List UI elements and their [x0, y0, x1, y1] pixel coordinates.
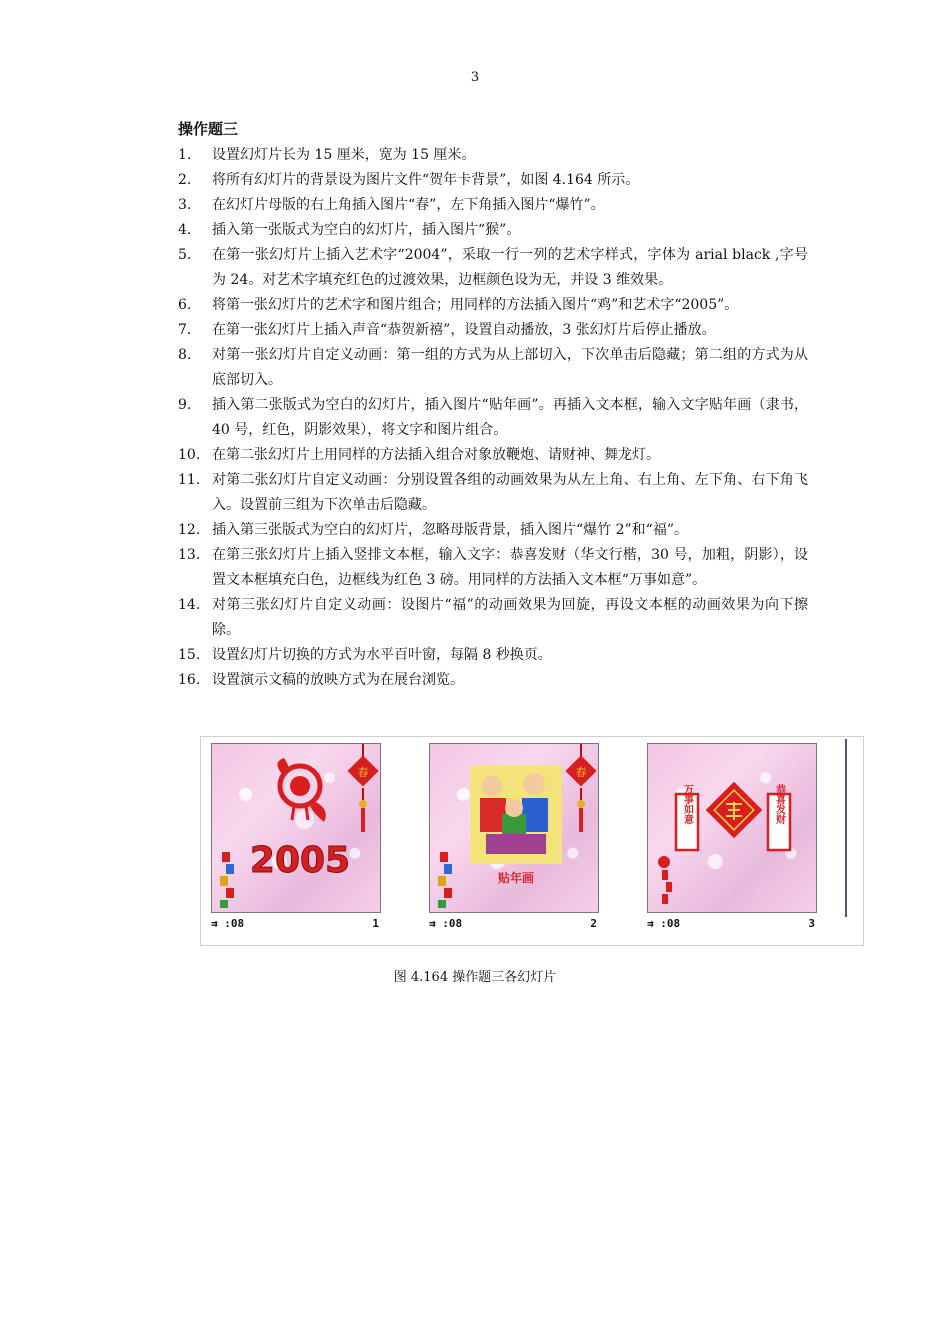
item-number: 12.	[178, 522, 201, 538]
timing-value: :08	[224, 917, 245, 930]
list-item	[178, 468, 808, 518]
list-item	[178, 193, 808, 218]
figure-caption: 图 4.164 操作题三各幻灯片	[393, 970, 557, 985]
list-item	[178, 343, 808, 393]
item-text: 在第一张幻灯片上插入声音“恭贺新禧”，设置自动播放，3 张幻灯片后停止播放。	[212, 322, 716, 338]
item-text: 设置演示文稿的放映方式为在展台浏览。	[212, 672, 464, 688]
item-text: 插入第三张版式为空白的幻灯片，忽略母版背景，插入图片“爆竹 2”和“福”。	[212, 522, 688, 538]
list-item	[178, 518, 808, 543]
list-item	[178, 243, 808, 293]
slide-number: 1	[372, 917, 379, 930]
instruction-list	[178, 143, 808, 693]
page-number: 3	[470, 70, 480, 85]
item-text: 对第三张幻灯片自定义动画：设图片“福”的动画效果为回旋，再设文本框的动画效果为向下擦除。	[212, 597, 808, 638]
slide-2-art	[430, 744, 599, 913]
gongxi-facai-text: 恭喜发财	[773, 784, 785, 824]
item-text: 插入第一张版式为空白的幻灯片，插入图片“猴”。	[212, 222, 521, 238]
list-item	[178, 318, 808, 343]
slide-footer-3	[647, 917, 817, 933]
slide-footer-1	[211, 917, 381, 933]
item-number: 4.	[178, 222, 192, 238]
new-year-painting-icon	[470, 766, 562, 864]
item-text: 插入第二张版式为空白的幻灯片，插入图片“贴年画”。再插入文本框，输入文字贴年画（隶书，40 号，红色，阴影效果），将文字和图片组合。	[212, 397, 808, 438]
item-number: 14.	[178, 597, 201, 613]
spring-ornament-icon	[565, 744, 596, 832]
item-number: 2.	[178, 172, 192, 188]
item-number: 13.	[178, 547, 201, 563]
list-item	[178, 143, 808, 168]
wanshi-ruyi-text: 万事如意	[681, 784, 693, 824]
item-text: 对第一张幻灯片自定义动画：第一组的方式为从上部切入，下次单击后隐藏；第二组的方式为从底部切入。	[212, 347, 808, 388]
list-item	[178, 218, 808, 243]
item-number: 15.	[178, 647, 201, 663]
item-number: 16.	[178, 672, 201, 688]
list-item	[178, 393, 808, 443]
item-text: 将第一张幻灯片的艺术字和图片组合；用同样的方法插入图片“鸡”和艺术字“2005”。	[212, 297, 739, 313]
item-number: 5.	[178, 247, 192, 263]
list-item	[178, 168, 808, 193]
item-number: 10.	[178, 447, 201, 463]
firecracker-icon	[658, 856, 672, 904]
fu-diamond-icon	[706, 782, 763, 839]
slide-thumbnail-2[interactable]	[429, 743, 599, 913]
list-item	[178, 593, 808, 643]
slide-sorter-figure	[200, 736, 864, 946]
item-text: 对第二张幻灯片自定义动画：分别设置各组的动画效果为从左上角、右上角、左下角、右下角飞入。设置前三组为下次单击后隐藏。	[212, 472, 808, 513]
list-item	[178, 293, 808, 318]
spring-ornament-icon	[347, 744, 378, 832]
item-text: 在第二张幻灯片上用同样的方法插入组合对象放鞭炮、请财神、舞龙灯。	[212, 447, 660, 463]
transition-timing: ⇉ :08	[211, 917, 245, 930]
list-item	[178, 668, 808, 693]
list-item	[178, 643, 808, 668]
rooster-papercut-icon	[277, 758, 325, 822]
firecracker-icon	[438, 852, 452, 908]
spring-char: 春	[357, 766, 369, 779]
slide-number: 2	[590, 917, 597, 930]
right-scroll-textbox	[768, 783, 790, 850]
item-text: 在幻灯片母版的右上角插入图片“春”，左下角插入图片“爆竹”。	[212, 197, 605, 213]
spring-char: 春	[575, 766, 587, 779]
left-scroll-textbox	[676, 784, 698, 850]
timing-value: :08	[660, 917, 681, 930]
timing-value: :08	[442, 917, 463, 930]
item-text: 将所有幻灯片的背景设为图片文件“贺年卡背景”，如图 4.164 所示。	[212, 172, 640, 188]
item-text: 设置幻灯片长为 15 厘米，宽为 15 厘米。	[212, 147, 476, 163]
item-text: 设置幻灯片切换的方式为水平百叶窗，每隔 8 秒换页。	[212, 647, 552, 663]
art-text-2005: 2005	[249, 840, 351, 881]
slide-3-art	[648, 744, 817, 913]
transition-timing: ⇉ :08	[429, 917, 463, 930]
item-number: 9.	[178, 397, 192, 413]
firecracker-icon	[220, 852, 234, 908]
sorter-scroll-edge	[845, 739, 847, 917]
item-number: 8.	[178, 347, 192, 363]
list-item	[178, 543, 808, 593]
item-number: 1.	[178, 147, 192, 163]
item-text: 在第三张幻灯片上插入竖排文本框，输入文字：恭喜发财（华文行楷，30 号，加粗，阴影），设置文本框填充白色，边框线为红色 3 磅。用同样的方法插入文本框“万事如意”。	[212, 547, 808, 588]
exercise-content	[178, 117, 808, 693]
section-title: 操作题三	[178, 120, 239, 138]
slide-1-art	[212, 744, 381, 913]
item-number: 3.	[178, 197, 192, 213]
item-number: 11.	[178, 472, 201, 488]
slide-thumbnail-3[interactable]	[647, 743, 817, 913]
item-text: 在第一张幻灯片上插入艺术字“2004”，采取一行一列的艺术字样式，字体为 arial black ,字号为 24。对艺术字填充红色的过渡效果，边框颜色设为无，并设 3 维效果。	[212, 247, 808, 288]
item-number: 6.	[178, 297, 192, 313]
slide-footer-2	[429, 917, 599, 933]
slide-number: 3	[808, 917, 815, 930]
slide-thumbnail-1[interactable]	[211, 743, 381, 913]
item-number: 7.	[178, 322, 192, 338]
tie-nianhua-text: 贴年画	[497, 871, 535, 885]
transition-timing: ⇉ :08	[647, 917, 681, 930]
list-item	[178, 443, 808, 468]
